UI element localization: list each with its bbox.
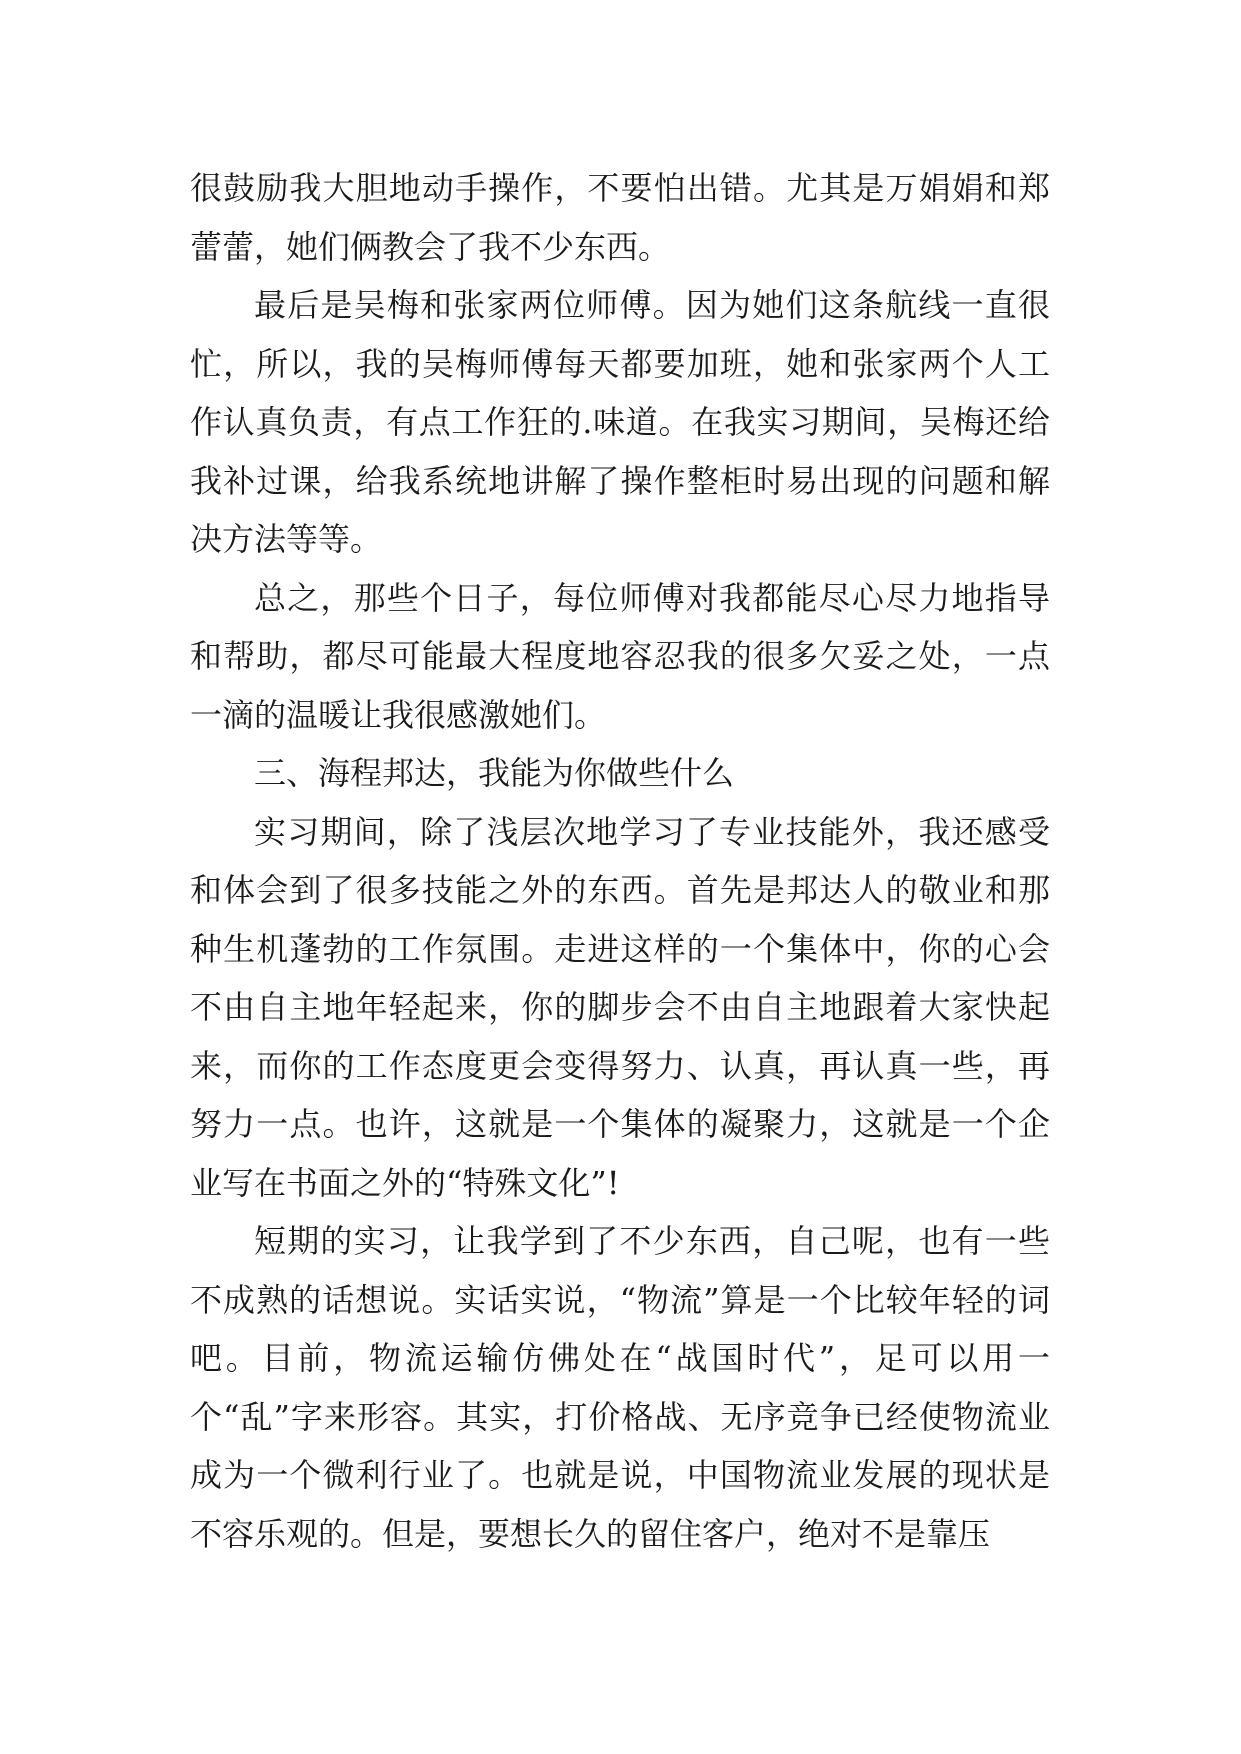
paragraph-2: 最后是吴梅和张家两位师傅。因为她们这条航线一直很忙，所以，我的吴梅师傅每天都要加班，她和张家两个人工作认真负责，有点工作狂的.味道。在我实习期间，吴梅还给我补过课，给我系统地讲解了操作整柜时易出现的问题和解决方法等等。 [190,286,1050,558]
paragraph-1: 很鼓励我大胆地动手操作，不要怕出错。尤其是万娟娟和郑蕾蕾，她们俩教会了我不少东西。 [190,169,1050,266]
body-text [190,159,1050,1563]
paragraph-5: 短期的实习，让我学到了不少东西，自己呢，也有一些不成熟的话想说。实话实说，“物流”算是一个比较年轻的词吧。目前，物流运输仿佛处在“战国时代”，足可以用一个“乱”字来形容。其实，打价格战、无序竞争已经使物流业成为一个微利行业了。也就是说，中国物流业发展的现状是不容乐观的。但是，要想长久的留住客户，绝对不是靠压 [190,1222,1050,1553]
paragraph-3: 总之，那些个日子，每位师傅对我都能尽心尽力地指导和帮助，都尽可能最大程度地容忍我的很多欠妥之处，一点一滴的温暖让我很感激她们。 [190,578,1050,734]
section-heading: 三、海程邦达，我能为你做些什么 [254,754,735,792]
paragraph-4: 实习期间，除了浅层次地学习了专业技能外，我还感受和体会到了很多技能之外的东西。首先是邦达人的敬业和那种生机蓬勃的工作氛围。走进这样的一个集体中，你的心会不由自主地年轻起来，你的脚步会不由自主地跟着大家快起来，而你的工作态度更会变得努力、认真，再认真一些，再努力一点。也许，这就是一个集体的凝聚力，这就是一个企业写在书面之外的“特殊文化”! [190,812,1050,1202]
